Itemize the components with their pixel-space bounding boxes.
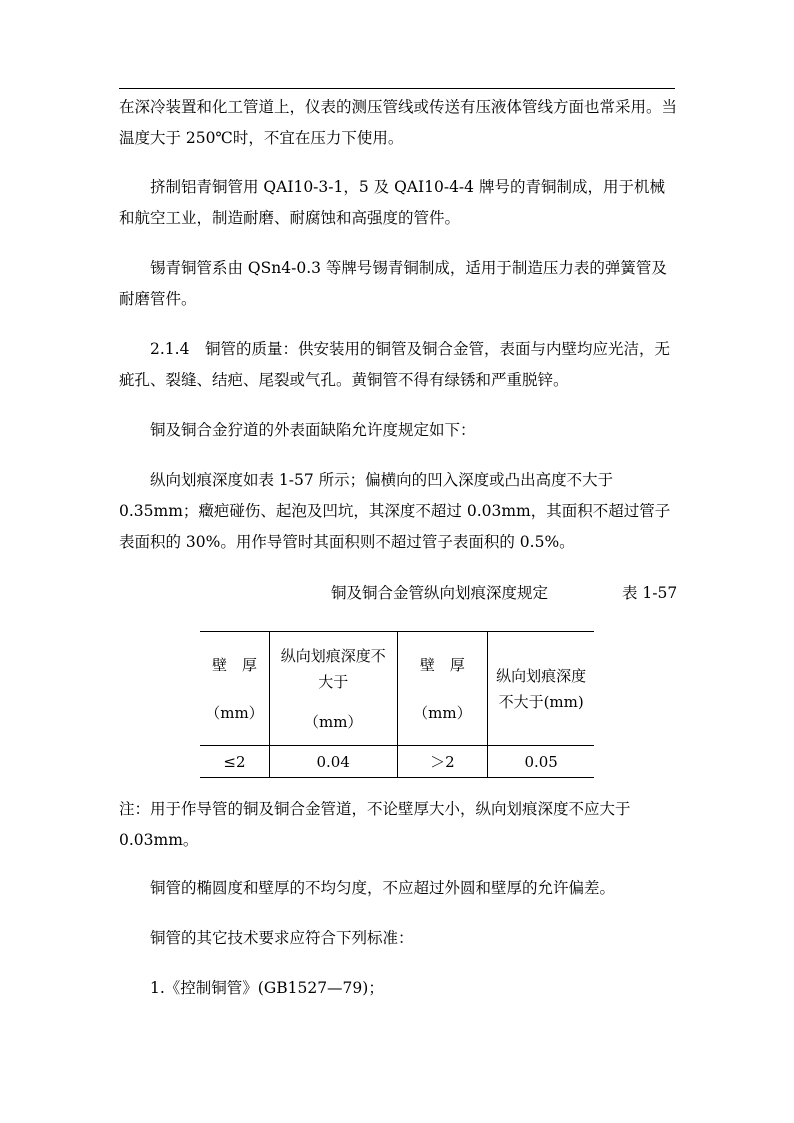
header-scratch-depth-1 (269, 632, 397, 746)
table-cell: 0.05 (488, 746, 594, 778)
header-label: 壁 厚 (419, 655, 465, 674)
paragraph-ovality: 铜管的椭圆度和壁厚的不均匀度，不应超过外圆和壁厚的允许偏差。 (150, 879, 616, 897)
paragraph-aluminum-bronze: 挤制铝青铜管用 QAI10-3-1，5 及 QAI10-4-4 牌号的青铜制成，用于机械和航空工业，制造耐磨、耐腐蚀和高强度的管件。 (119, 178, 665, 227)
table-cell: ≤2 (200, 746, 269, 778)
paragraph-tin-bronze: 锡青铜管系由 QSn4-0.3 等牌号锡青铜制成，适用于制造压力表的弹簧管及耐磨管件。 (119, 259, 667, 308)
header-label: 纵向划痕深度不大于(mm) (496, 666, 587, 711)
table-caption: 铜及铜合金管纵向划痕深度规定 (331, 584, 549, 602)
header-scratch-depth-2 (488, 632, 594, 746)
header-wall-thickness-1 (200, 632, 269, 746)
scratch-depth-table (200, 631, 594, 778)
paragraph-standard-item-1: 1.《控制铜管》(GB1527—79)； (150, 979, 384, 997)
paragraph-cryogenic: 在深冷装置和化工管道上，仪表的测压管线或传送有压液体管线方面也常采用。当温度大于 250℃时，不宜在压力下使用。 (119, 98, 678, 147)
paragraph-standards-intro: 铜管的其它技术要求应符合下列标准： (150, 929, 414, 947)
paragraph-defects-intro: 铜及铜合金狞道的外表面缺陷允许度规定如下： (150, 421, 476, 439)
paragraph-quality: 2.1.4 铜管的质量：供安装用的铜管及铜合金管，表面与内壁均应光洁，无疵孔、裂缝、结疤、尾裂或气孔。黄铜管不得有绿锈和严重脱锌。 (119, 340, 670, 389)
table-number: 表 1-57 (622, 584, 678, 602)
table-header-row (200, 632, 594, 746)
paragraph-note: 注：用于作导管的铜及铜合金管道，不论壁厚大小，纵向划痕深度不应大于 0.03mm。 (119, 800, 631, 849)
header-label: 纵向划痕深度不大于 (280, 646, 386, 691)
table-cell: 0.04 (269, 746, 397, 778)
header-unit: （mm） (413, 703, 472, 722)
table-cell: ＞2 (397, 746, 488, 778)
header-wall-thickness-2 (397, 632, 488, 746)
table-row (200, 746, 594, 778)
header-label: 壁 厚 (211, 655, 257, 674)
paragraph-scratch-depth: 纵向划痕深度如表 1-57 所示；偏横向的凹入深度或凸出高度不大于 0.35mm；癥疤碰伤、起泡及凹坑，其深度不超过 0.03mm，其面积不超过管子表面积的 30%。用作导管时其面积则不超过管子表面积的 0.5%。 (119, 471, 671, 551)
header-unit: （mm） (205, 703, 264, 722)
header-unit: （mm） (303, 712, 363, 731)
header-rule (119, 88, 675, 89)
